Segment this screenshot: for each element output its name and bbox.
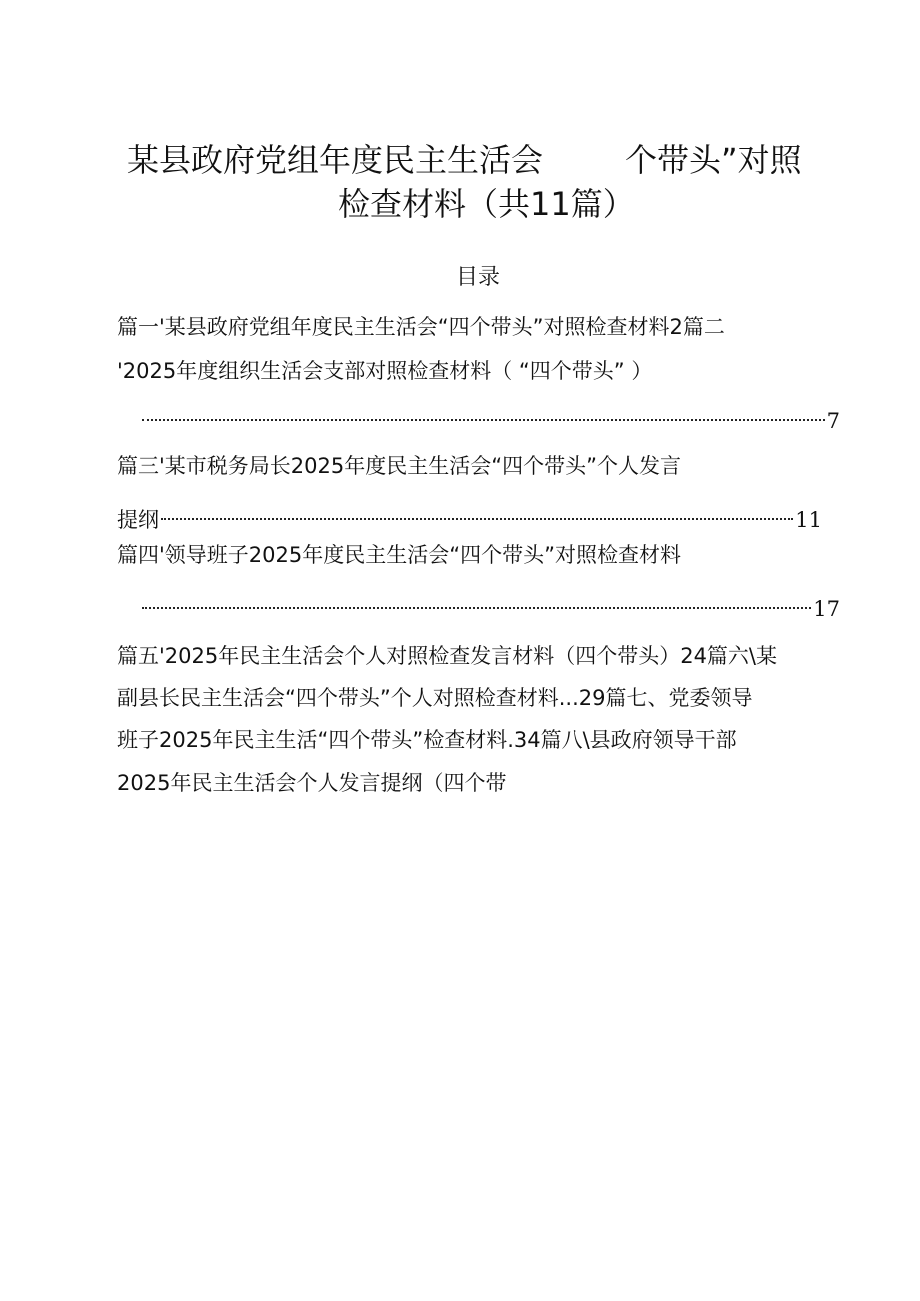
toc-line: 篇一'某县政府党组年度民主生活会“四个带头”对照检查材料2篇二 [117,315,725,339]
dot-leader [142,398,825,428]
toc-line: 副县长民主生活会“四个带头”个人对照检查材料...29篇七、党委领导 [117,686,753,710]
document-title-line1-part1: 某县政府党组年度民主生活会 [127,141,544,179]
toc-leader-text: 提纲 [117,508,159,532]
toc-line: 篇四'领导班子2025年度民主生活会“四个带头”对照检查材料 [117,543,681,567]
toc-line: 篇三'某市税务局长2025年度民主生活会“四个带头”个人发言 [117,454,681,478]
toc-page-number: 17 [813,597,840,621]
toc-line: 班子2025年民主生活“四个带头”检查材料.34篇八\县政府领导干部 [117,728,737,752]
toc-line: 篇五'2025年民主生活会个人对照检查发言材料（四个带头）24篇六\某 [117,644,778,668]
document-title-line2: 检查材料（共11篇） [338,185,635,223]
toc-heading: 目录 [456,265,501,290]
toc-page-number: 11 [795,508,822,532]
toc-line: 2025年民主生活会个人发言提纲（四个带 [117,771,507,795]
toc-page-number: 7 [826,409,840,433]
document-title-line1-part2: 个带头”对照 [625,141,802,179]
toc-leader-row [140,586,840,624]
toc-leader-row [117,497,822,535]
dot-leader [142,586,811,616]
dot-leader [161,497,793,527]
toc-leader-row [140,398,840,436]
toc-line: '2025年度组织生活会支部对照检查材料（ “四个带头” ） [117,359,653,383]
